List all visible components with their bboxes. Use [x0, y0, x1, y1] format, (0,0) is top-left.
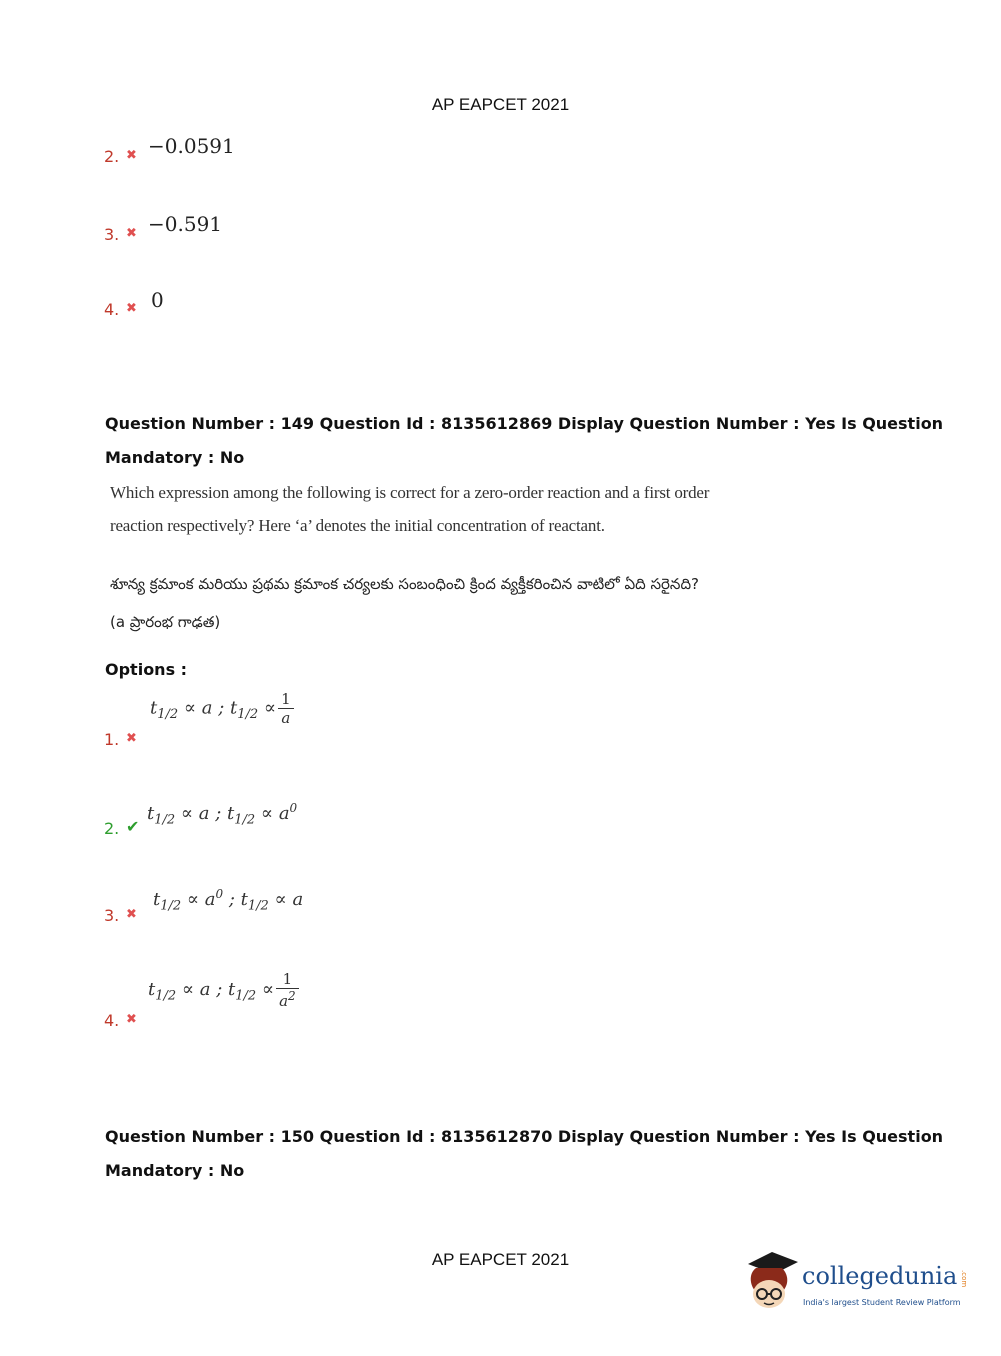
option-formula: $t_{1/2} \propto a$ ; $t_{1/2} \propto a^0$ [147, 801, 298, 828]
option-number: 1. [104, 730, 120, 749]
question-text-te: (a ప్రారంభ గాఢత) [110, 613, 221, 631]
cross-icon: ✖ [126, 148, 137, 163]
option-1[interactable] [104, 690, 404, 750]
cross-icon: ✖ [126, 731, 137, 746]
check-icon: ✔ [126, 817, 140, 836]
page-footer: AP EAPCET 2021 [431, 1250, 570, 1269]
page-header: AP EAPCET 2021 [431, 95, 570, 114]
question-meta: Question Number : 149 Question Id : 8135612869 Display Question Number : Yes Is Question [105, 414, 944, 433]
options-label: Options : [105, 660, 188, 679]
cross-icon: ✖ [126, 907, 137, 922]
logo-wordmark: collegedunia [802, 1262, 958, 1290]
option-number: 2. [104, 147, 120, 166]
option-number: 2. [104, 819, 120, 838]
option-number: 4. [104, 1011, 120, 1030]
question-text-en: Which expression among the following is correct for a zero-order reaction and a first order [110, 483, 710, 502]
question-text-te: శూన్య క్రమాంక మరియు ప్రథమ క్రమాంక చర్యలకు సంబంధించి క్రింద వ్యక్తీకరించిన వాటిలో ఏది సరైనది? [110, 575, 699, 593]
cross-icon: ✖ [126, 1012, 137, 1027]
option-3[interactable] [104, 887, 404, 927]
option-value: −0.591 [148, 212, 223, 236]
question-mandatory: Mandatory : No [105, 1161, 245, 1180]
cross-icon: ✖ [126, 301, 137, 316]
option-number: 4. [104, 300, 120, 319]
question-meta: Question Number : 150 Question Id : 8135612870 Display Question Number : Yes Is Question [105, 1127, 944, 1146]
option-value: −0.0591 [148, 134, 235, 158]
question-mandatory: Mandatory : No [105, 448, 245, 467]
option-number: 3. [104, 906, 120, 925]
option-value: 0 [151, 288, 164, 312]
option-formula: $t_{1/2} \propto a^0$ ; $t_{1/2} \propto a$ [153, 887, 304, 914]
logo-suffix: .com [960, 1270, 968, 1288]
option-4[interactable] [104, 970, 404, 1030]
option-formula: $t_{1/2} \propto a$ ; $t_{1/2}$ ∝ $\frac{1}{a}$ [150, 690, 294, 727]
option-number: 3. [104, 225, 120, 244]
option-formula: $t_{1/2} \propto a$ ; $t_{1/2}$ ∝ $\frac{1}{a^2}$ [148, 970, 299, 1010]
logo-tagline: India's largest Student Review Platform [803, 1298, 961, 1307]
option-2[interactable] [104, 797, 404, 837]
mascot-icon [742, 1248, 800, 1312]
collegedunia-logo[interactable] [742, 1248, 972, 1318]
cross-icon: ✖ [126, 226, 137, 241]
question-text-en: reaction respectively? Here ‘a’ denotes the initial concentration of reactant. [110, 516, 605, 535]
